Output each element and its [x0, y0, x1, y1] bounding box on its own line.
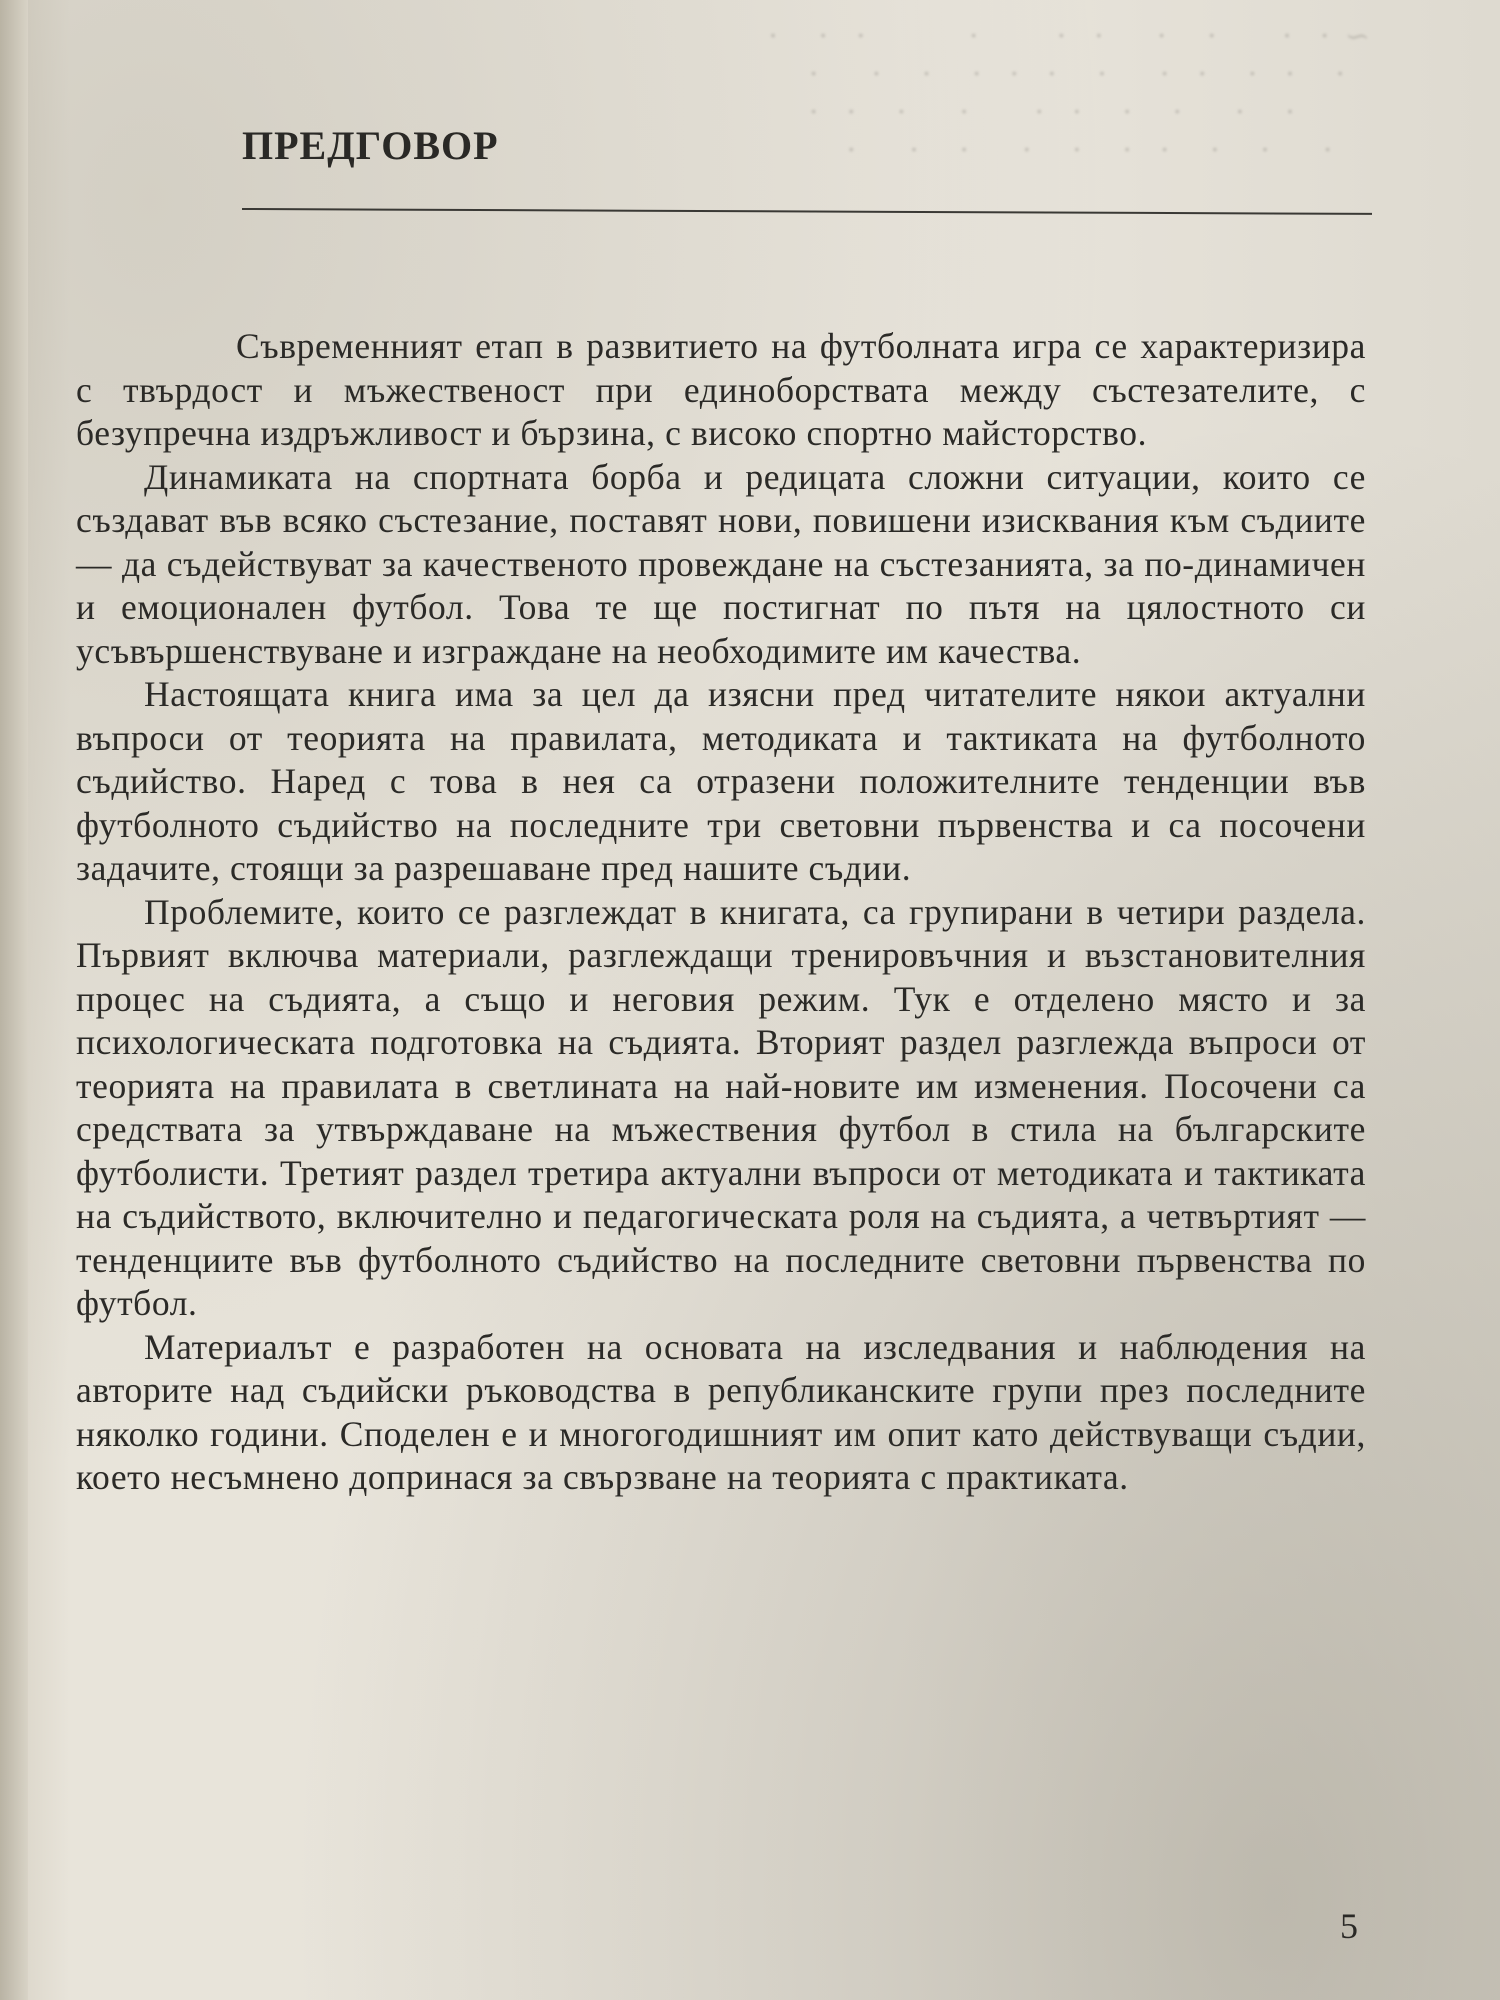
paragraph: Проблемите, които се разглеждат в книгата, са групирани в четири раздела. Първият включва материали, разглеждащи тренировъчния и възстановителния процес на съдията, а също и неговия режим. Тук е отделено място и за психологическата подготовка на съдията. Вторият раздел разглежда въпроси от теорията на правилата в светлината на най-новите им изменения. Посочени са средствата за утвърждаване на мъжествения футбол в стила на българските футболисти. Третият раздел третира актуални въпроси от методиката и тактиката на съдийството, включително и педагогическата роля на съдията, а четвъртият — тенденциите във футболното съдийство на последните световни първенства по футбол. — [76, 891, 1366, 1323]
page-title: ПРЕДГОВОР — [242, 123, 499, 168]
paragraph: Съвременният етап в развитието на футболната игра се характеризира с твърдост и мъжественост при единоборствата между състезателите, с безупречна издръжливост и бързина, с високо спортно майсторство. — [76, 326, 1366, 453]
page-number: 5 — [1340, 1906, 1358, 1946]
paragraph: Динамиката на спортната борба и редицата сложни ситуации, които се създават във всяко състезание, поставят нови, повишени изисквания към съдиите — да съдействуват за качественото провеждане на състезанията, за по-динамичен и емоционален футбол. Това те ще постигнат по пътя на цялостното си усъвършенствуване и изграждане на необходимите им качества. — [76, 456, 1366, 671]
book-gutter — [0, 0, 28, 2000]
body-text — [76, 325, 1366, 1500]
show-through-text: ~ · · · · · · · · · · · · · · · · · · · · · · · · · · · · · · · · · · · · · · · · · · — [765, 19, 1370, 168]
paragraph: Настоящата книга има за цел да изясни пред читателите някои актуални въпроси от теорията на правилата, методиката и тактиката на футболното съдийство. Наред с това в нея са отразени положителните тенденции във футболното съдийство на последните три световни първенства и са посочени задачите, стоящи за разрешаване пред нашите съдии. — [76, 674, 1366, 888]
paragraph: Материалът е разработен на основата на изследвания и наблюдения на авторите над съдийски ръководства в републиканските групи през последните няколко години. Споделен е и многогодишният им опит като действуващи съдии, което несъмнено допринася за свързване на теорията с практиката. — [76, 1326, 1366, 1497]
